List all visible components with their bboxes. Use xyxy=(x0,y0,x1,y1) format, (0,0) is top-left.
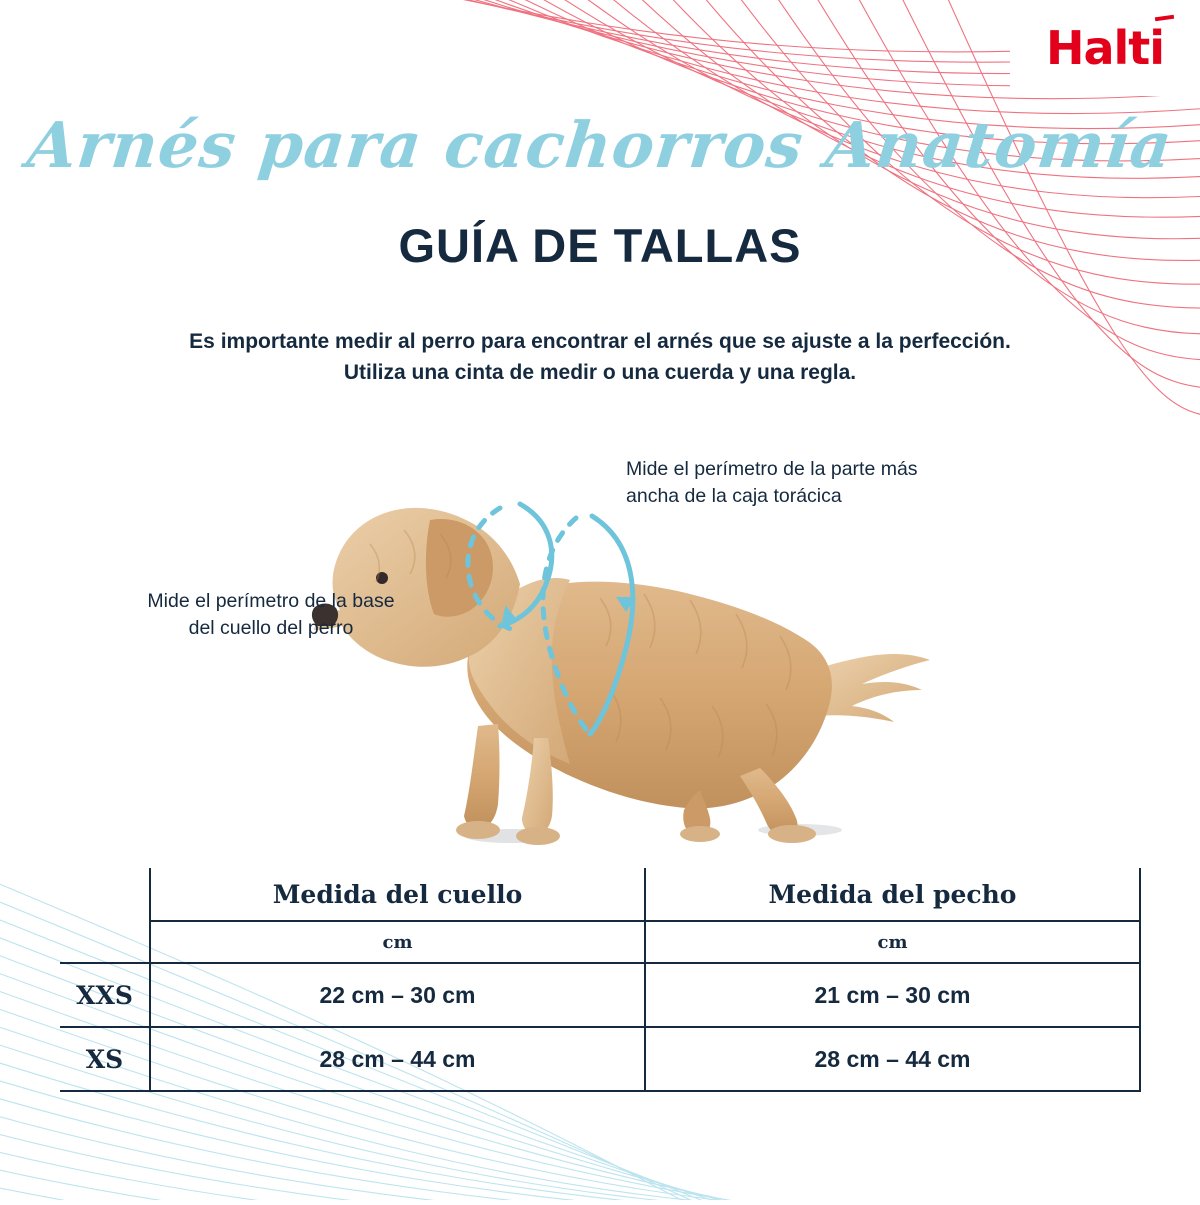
table-header-group-row xyxy=(60,868,1140,921)
table-corner-cell-2 xyxy=(60,921,150,963)
table-header-unit-row xyxy=(60,921,1140,963)
logo-strike-decoration xyxy=(1155,15,1174,22)
table-header-chest: Medida del pecho xyxy=(645,868,1140,921)
page-subtitle-script: Arnés para cachorros Anatomía xyxy=(23,108,1177,182)
table-header-neck: Medida del cuello xyxy=(150,868,645,921)
dog-illustration-area xyxy=(0,398,1200,858)
table-unit-chest: cm xyxy=(645,921,1140,963)
row-chest-value: 21 cm – 30 cm xyxy=(645,963,1140,1027)
row-size-label: XXS xyxy=(60,963,150,1027)
intro-line-1: Es importante medir al perro para encontrar el arnés que se ajuste a la perfección. xyxy=(189,330,1011,353)
page-title: GUÍA DE TALLAS xyxy=(398,219,802,272)
size-table-container xyxy=(60,868,1140,1092)
callout-chest: Mide el perímetro de la parte más ancha de la caja torácica xyxy=(626,458,918,507)
size-table xyxy=(60,868,1141,1092)
row-neck-value: 28 cm – 44 cm xyxy=(150,1027,645,1091)
intro-line-2: Utiliza una cinta de medir o una cuerda y una regla. xyxy=(343,361,857,384)
row-chest-value: 28 cm – 44 cm xyxy=(645,1027,1140,1091)
brand-logo xyxy=(1010,0,1200,96)
table-corner-cell xyxy=(60,868,150,921)
table-unit-neck: cm xyxy=(150,921,645,963)
row-neck-value: 22 cm – 30 cm xyxy=(150,963,645,1027)
brand-logo-text: Halti xyxy=(1045,21,1165,75)
table-row xyxy=(60,1027,1140,1091)
table-row xyxy=(60,963,1140,1027)
row-size-label: XS xyxy=(60,1027,150,1091)
intro-text xyxy=(0,326,1200,388)
callout-neck: Mide el perímetro de la base del cuello del perro xyxy=(147,590,395,639)
